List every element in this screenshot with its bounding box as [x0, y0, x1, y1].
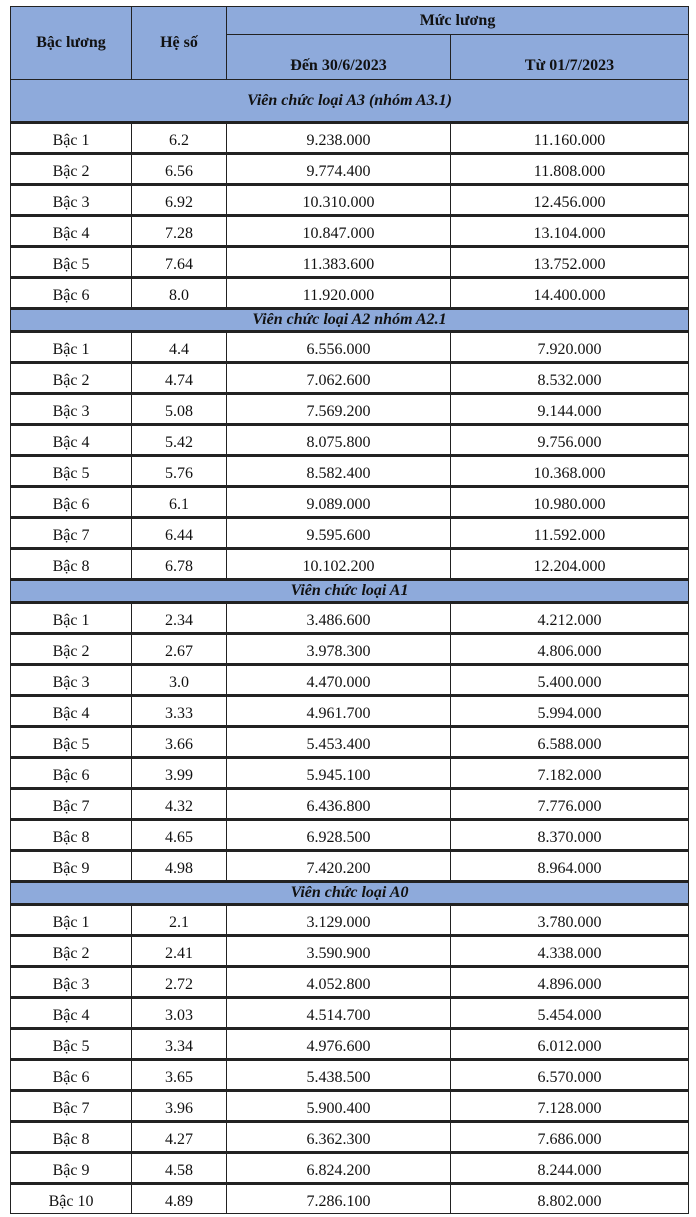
salary-from-cell: 4.806.000 [451, 634, 689, 665]
table-row [11, 278, 689, 309]
coefficient-cell: 3.03 [132, 998, 227, 1029]
coefficient-cell: 4.74 [132, 363, 227, 394]
salary-until-cell: 4.961.700 [227, 696, 451, 727]
table-row [11, 456, 689, 487]
coefficient-cell: 7.64 [132, 247, 227, 278]
section-title: Viên chức loại A1 [11, 580, 689, 603]
salary-from-cell: 13.104.000 [451, 216, 689, 247]
salary-until-cell: 9.595.600 [227, 518, 451, 549]
salary-from-cell: 6.012.000 [451, 1029, 689, 1060]
coefficient-cell: 2.67 [132, 634, 227, 665]
grade-cell: Bậc 8 [11, 549, 132, 580]
grade-cell: Bậc 2 [11, 936, 132, 967]
salary-until-cell: 5.438.500 [227, 1060, 451, 1091]
section-title: Viên chức loại A0 [11, 882, 689, 905]
table-row [11, 1122, 689, 1153]
table-row [11, 425, 689, 456]
salary-from-cell: 9.756.000 [451, 425, 689, 456]
grade-cell: Bậc 1 [11, 603, 132, 634]
table-row [11, 185, 689, 216]
table-row [11, 518, 689, 549]
salary-until-cell: 4.052.800 [227, 967, 451, 998]
coefficient-cell: 5.76 [132, 456, 227, 487]
table-row [11, 998, 689, 1029]
section-header-row [11, 309, 689, 332]
salary-from-cell: 3.780.000 [451, 905, 689, 936]
salary-until-cell: 4.976.600 [227, 1029, 451, 1060]
coefficient-cell: 3.66 [132, 727, 227, 758]
table-row [11, 727, 689, 758]
grade-cell: Bậc 3 [11, 665, 132, 696]
salary-from-cell: 8.370.000 [451, 820, 689, 851]
salary-until-cell: 7.286.100 [227, 1184, 451, 1214]
salary-until-cell: 9.774.400 [227, 154, 451, 185]
salary-until-cell: 5.453.400 [227, 727, 451, 758]
salary-from-cell: 14.400.000 [451, 278, 689, 309]
grade-cell: Bậc 6 [11, 758, 132, 789]
salary-until-cell: 7.062.600 [227, 363, 451, 394]
header-grade: Bậc lương [11, 7, 132, 80]
salary-until-cell: 6.824.200 [227, 1153, 451, 1184]
salary-until-cell: 10.310.000 [227, 185, 451, 216]
grade-cell: Bậc 4 [11, 998, 132, 1029]
grade-cell: Bậc 2 [11, 363, 132, 394]
grade-cell: Bậc 3 [11, 967, 132, 998]
salary-table [10, 6, 689, 1214]
salary-from-cell: 8.964.000 [451, 851, 689, 882]
grade-cell: Bậc 8 [11, 820, 132, 851]
table-row [11, 332, 689, 363]
salary-until-cell: 3.486.600 [227, 603, 451, 634]
salary-from-cell: 7.128.000 [451, 1091, 689, 1122]
salary-from-cell: 5.994.000 [451, 696, 689, 727]
table-row [11, 363, 689, 394]
coefficient-cell: 3.99 [132, 758, 227, 789]
salary-from-cell: 11.160.000 [451, 123, 689, 154]
coefficient-cell: 3.34 [132, 1029, 227, 1060]
salary-until-cell: 10.102.200 [227, 549, 451, 580]
coefficient-cell: 3.96 [132, 1091, 227, 1122]
grade-cell: Bậc 9 [11, 851, 132, 882]
salary-until-cell: 3.129.000 [227, 905, 451, 936]
table-row [11, 154, 689, 185]
grade-cell: Bậc 4 [11, 425, 132, 456]
grade-cell: Bậc 7 [11, 1091, 132, 1122]
grade-cell: Bậc 5 [11, 1029, 132, 1060]
coefficient-cell: 4.32 [132, 789, 227, 820]
salary-until-cell: 6.436.800 [227, 789, 451, 820]
table-row [11, 905, 689, 936]
salary-until-cell: 3.978.300 [227, 634, 451, 665]
coefficient-cell: 6.2 [132, 123, 227, 154]
salary-until-cell: 8.075.800 [227, 425, 451, 456]
grade-cell: Bậc 3 [11, 185, 132, 216]
coefficient-cell: 5.42 [132, 425, 227, 456]
table-row [11, 1029, 689, 1060]
grade-cell: Bậc 8 [11, 1122, 132, 1153]
salary-from-cell: 7.920.000 [451, 332, 689, 363]
table-row [11, 1060, 689, 1091]
table-row [11, 247, 689, 278]
salary-until-cell: 4.514.700 [227, 998, 451, 1029]
coefficient-cell: 8.0 [132, 278, 227, 309]
salary-until-cell: 11.383.600 [227, 247, 451, 278]
table-row [11, 549, 689, 580]
coefficient-cell: 6.78 [132, 549, 227, 580]
salary-from-cell: 5.400.000 [451, 665, 689, 696]
table-row [11, 394, 689, 425]
table-row [11, 758, 689, 789]
coefficient-cell: 4.58 [132, 1153, 227, 1184]
salary-from-cell: 8.532.000 [451, 363, 689, 394]
section-header-row [11, 580, 689, 603]
table-row [11, 487, 689, 518]
header-until-date: Đến 30/6/2023 [227, 35, 451, 80]
table-row [11, 665, 689, 696]
salary-until-cell: 7.420.200 [227, 851, 451, 882]
table-row [11, 1153, 689, 1184]
coefficient-cell: 6.1 [132, 487, 227, 518]
coefficient-cell: 3.0 [132, 665, 227, 696]
section-title: Viên chức loại A3 (nhóm A3.1) [11, 80, 689, 123]
coefficient-cell: 4.65 [132, 820, 227, 851]
coefficient-cell: 2.1 [132, 905, 227, 936]
salary-from-cell: 7.776.000 [451, 789, 689, 820]
salary-from-cell: 11.592.000 [451, 518, 689, 549]
salary-from-cell: 6.588.000 [451, 727, 689, 758]
grade-cell: Bậc 6 [11, 278, 132, 309]
salary-from-cell: 6.570.000 [451, 1060, 689, 1091]
coefficient-cell: 2.34 [132, 603, 227, 634]
salary-from-cell: 10.980.000 [451, 487, 689, 518]
header-from-date: Từ 01/7/2023 [451, 35, 689, 80]
grade-cell: Bậc 1 [11, 332, 132, 363]
grade-cell: Bậc 7 [11, 789, 132, 820]
header-coefficient: Hệ số [132, 7, 227, 80]
grade-cell: Bậc 2 [11, 154, 132, 185]
coefficient-cell: 5.08 [132, 394, 227, 425]
coefficient-cell: 6.92 [132, 185, 227, 216]
table-row [11, 851, 689, 882]
grade-cell: Bậc 7 [11, 518, 132, 549]
grade-cell: Bậc 1 [11, 905, 132, 936]
grade-cell: Bậc 4 [11, 696, 132, 727]
section-title: Viên chức loại A2 nhóm A2.1 [11, 309, 689, 332]
salary-until-cell: 9.089.000 [227, 487, 451, 518]
grade-cell: Bậc 1 [11, 123, 132, 154]
coefficient-cell: 7.28 [132, 216, 227, 247]
grade-cell: Bậc 3 [11, 394, 132, 425]
salary-from-cell: 5.454.000 [451, 998, 689, 1029]
coefficient-cell: 3.65 [132, 1060, 227, 1091]
table-row [11, 820, 689, 851]
header-salary: Mức lương [227, 7, 689, 35]
salary-until-cell: 9.238.000 [227, 123, 451, 154]
table-row [11, 123, 689, 154]
salary-until-cell: 5.900.400 [227, 1091, 451, 1122]
coefficient-cell: 4.89 [132, 1184, 227, 1214]
coefficient-cell: 2.41 [132, 936, 227, 967]
salary-until-cell: 4.470.000 [227, 665, 451, 696]
section-header-row [11, 80, 689, 123]
salary-from-cell: 12.204.000 [451, 549, 689, 580]
table-row [11, 696, 689, 727]
salary-until-cell: 3.590.900 [227, 936, 451, 967]
salary-from-cell: 13.752.000 [451, 247, 689, 278]
grade-cell: Bậc 10 [11, 1184, 132, 1214]
coefficient-cell: 2.72 [132, 967, 227, 998]
salary-until-cell: 8.582.400 [227, 456, 451, 487]
grade-cell: Bậc 5 [11, 456, 132, 487]
salary-from-cell: 8.244.000 [451, 1153, 689, 1184]
salary-until-cell: 6.362.300 [227, 1122, 451, 1153]
table-header [11, 7, 689, 80]
table-row [11, 603, 689, 634]
salary-until-cell: 6.556.000 [227, 332, 451, 363]
table-row [11, 216, 689, 247]
grade-cell: Bậc 4 [11, 216, 132, 247]
salary-until-cell: 10.847.000 [227, 216, 451, 247]
salary-until-cell: 11.920.000 [227, 278, 451, 309]
coefficient-cell: 4.4 [132, 332, 227, 363]
salary-from-cell: 7.686.000 [451, 1122, 689, 1153]
grade-cell: Bậc 2 [11, 634, 132, 665]
table-row [11, 936, 689, 967]
grade-cell: Bậc 5 [11, 727, 132, 758]
table-body [11, 80, 689, 1214]
salary-from-cell: 4.212.000 [451, 603, 689, 634]
coefficient-cell: 6.56 [132, 154, 227, 185]
salary-from-cell: 11.808.000 [451, 154, 689, 185]
salary-until-cell: 6.928.500 [227, 820, 451, 851]
grade-cell: Bậc 6 [11, 487, 132, 518]
salary-from-cell: 4.896.000 [451, 967, 689, 998]
salary-until-cell: 7.569.200 [227, 394, 451, 425]
table-row [11, 967, 689, 998]
salary-from-cell: 12.456.000 [451, 185, 689, 216]
table-row [11, 789, 689, 820]
coefficient-cell: 6.44 [132, 518, 227, 549]
grade-cell: Bậc 6 [11, 1060, 132, 1091]
table-row [11, 1091, 689, 1122]
salary-from-cell: 10.368.000 [451, 456, 689, 487]
salary-until-cell: 5.945.100 [227, 758, 451, 789]
salary-from-cell: 8.802.000 [451, 1184, 689, 1214]
table-row [11, 1184, 689, 1214]
salary-from-cell: 9.144.000 [451, 394, 689, 425]
coefficient-cell: 3.33 [132, 696, 227, 727]
coefficient-cell: 4.98 [132, 851, 227, 882]
salary-from-cell: 4.338.000 [451, 936, 689, 967]
grade-cell: Bậc 5 [11, 247, 132, 278]
section-header-row [11, 882, 689, 905]
table-row [11, 634, 689, 665]
grade-cell: Bậc 9 [11, 1153, 132, 1184]
salary-from-cell: 7.182.000 [451, 758, 689, 789]
coefficient-cell: 4.27 [132, 1122, 227, 1153]
